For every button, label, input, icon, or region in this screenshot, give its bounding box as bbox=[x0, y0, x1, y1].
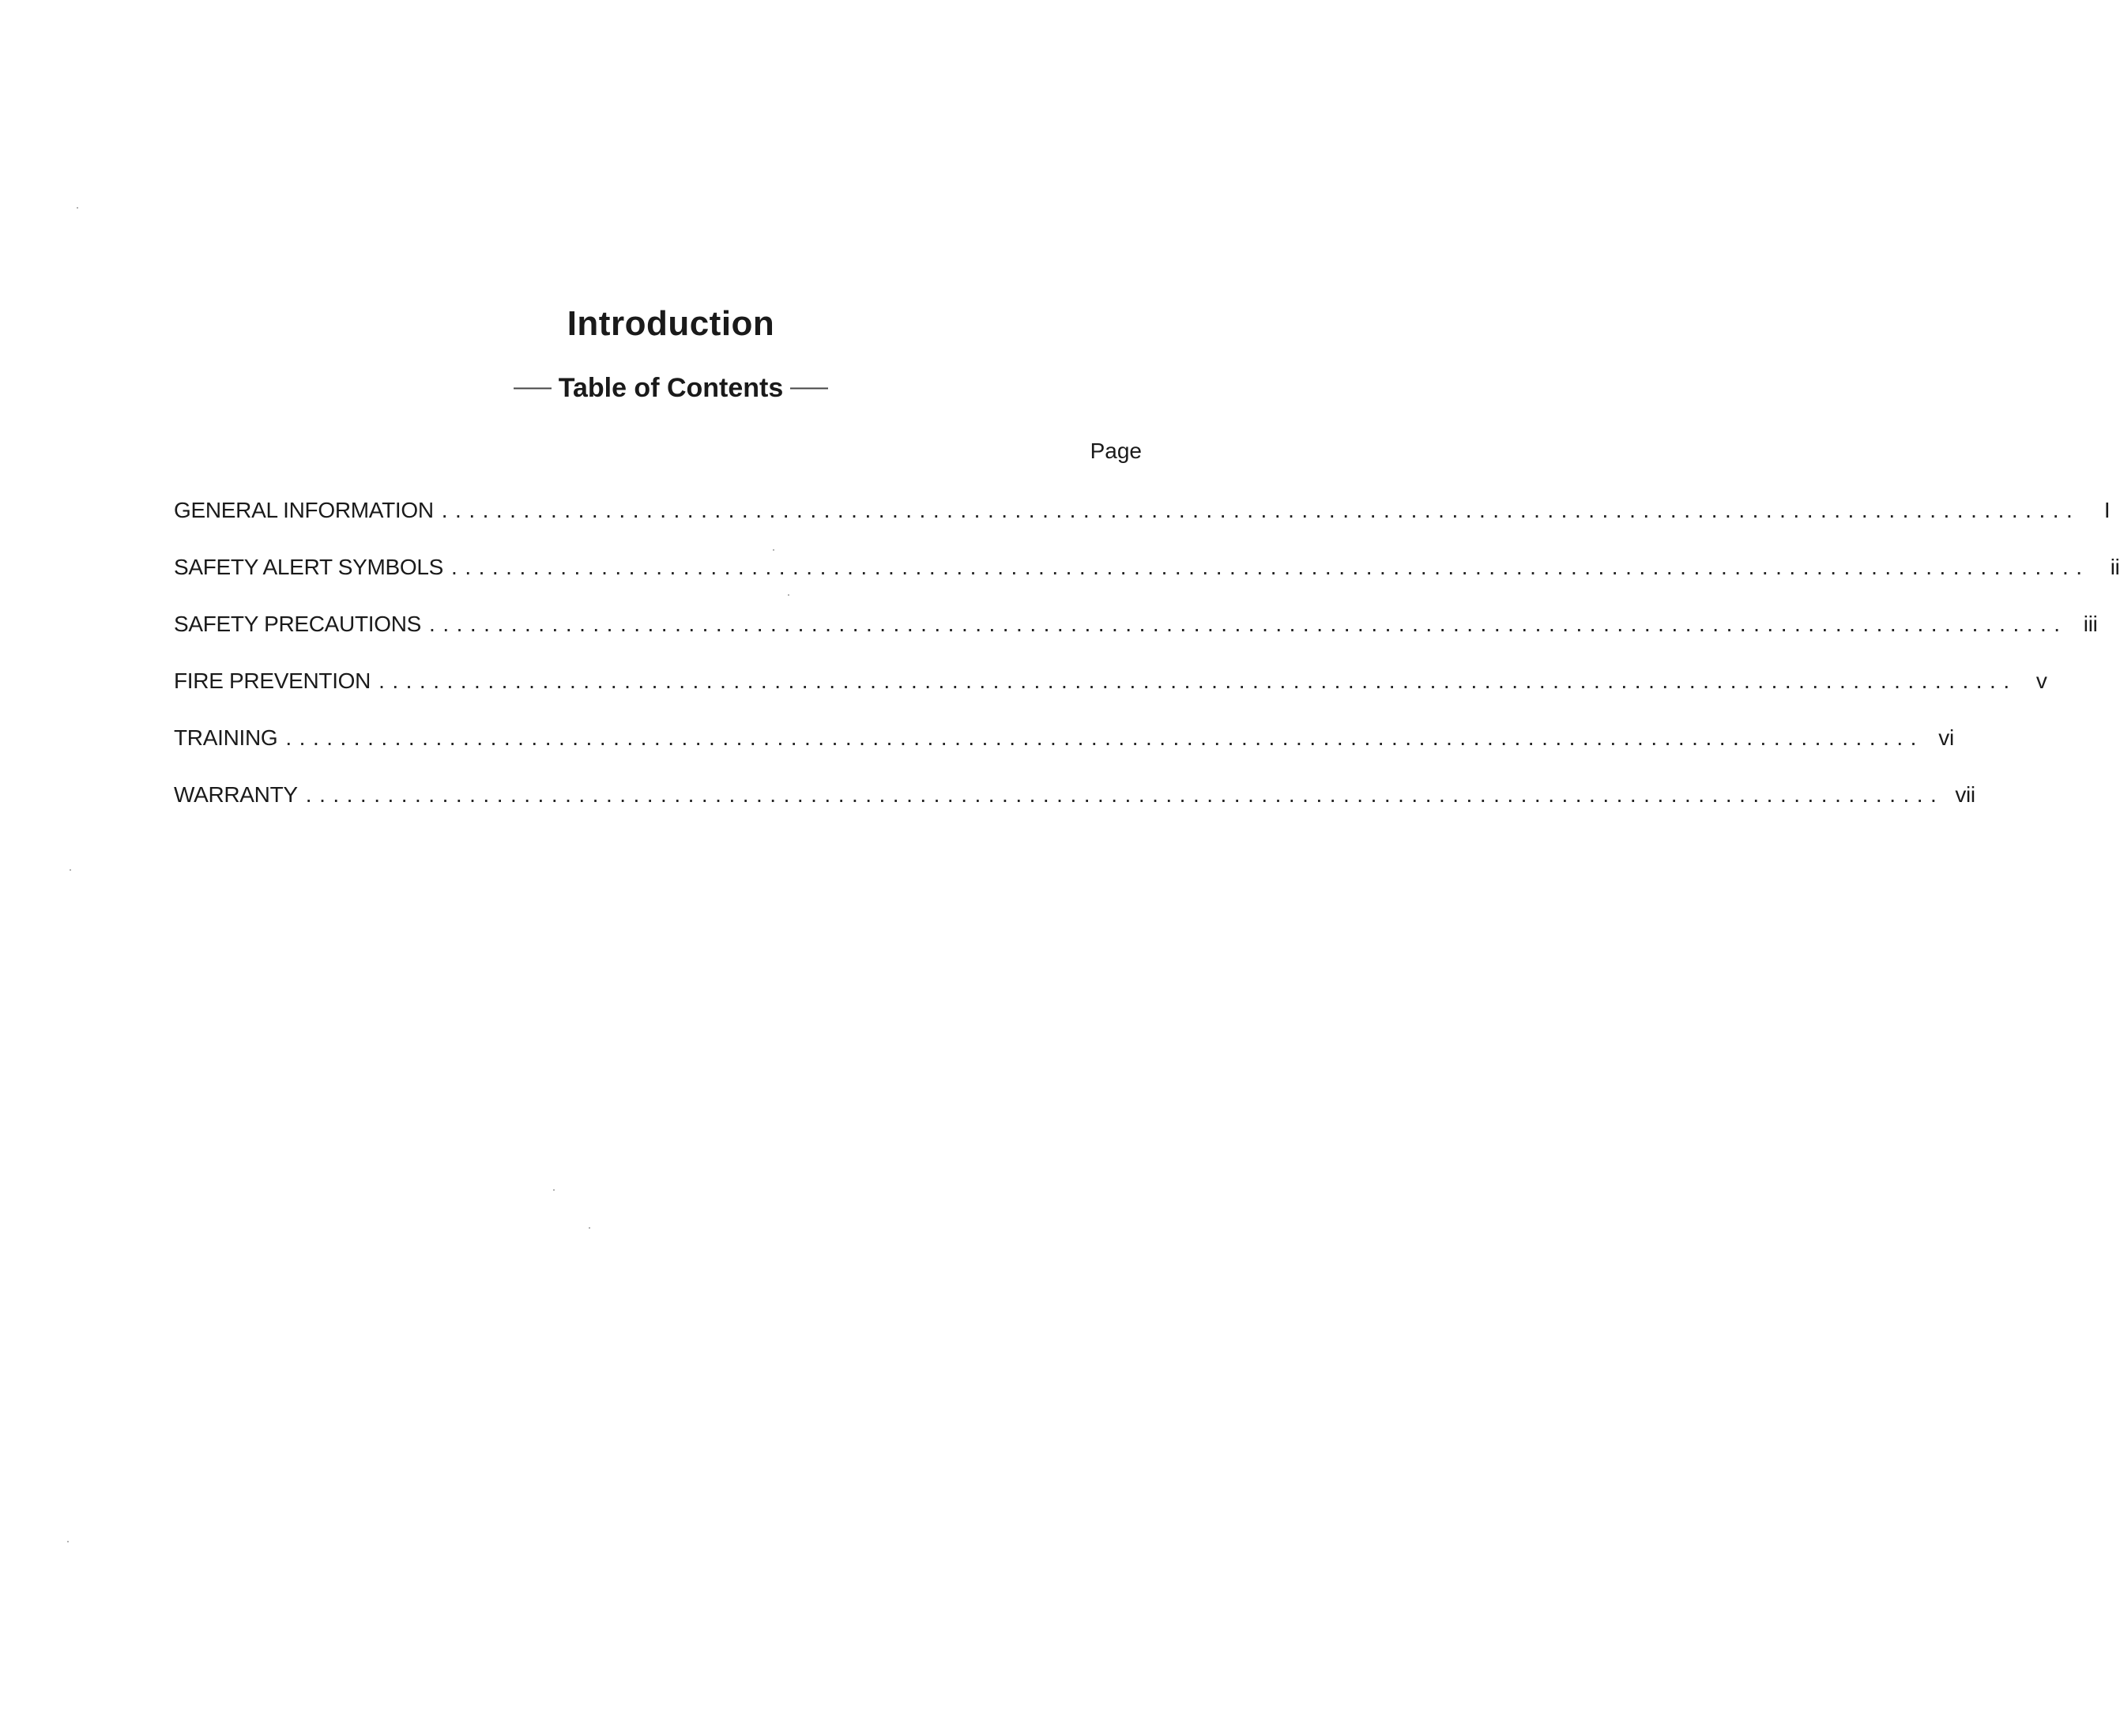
toc-dot-leader: ........................................................................................................................ bbox=[429, 612, 2068, 636]
toc-entry bbox=[174, 719, 1954, 751]
page-column-header: Page bbox=[1090, 439, 1142, 463]
toc-entry bbox=[174, 776, 1975, 808]
scan-speck bbox=[589, 1227, 590, 1229]
scan-speck bbox=[773, 549, 774, 551]
toc-entry bbox=[174, 548, 2120, 580]
toc-entry-label: FIRE PREVENTION bbox=[174, 668, 371, 693]
toc-dot-leader: ........................................................................................................................ bbox=[451, 555, 2090, 579]
scan-speck bbox=[553, 1189, 555, 1191]
decorative-dash-left: — bbox=[513, 374, 552, 400]
toc-entry bbox=[174, 662, 2047, 694]
scan-speck bbox=[77, 207, 78, 209]
toc-entry-page: I bbox=[2103, 498, 2111, 522]
toc-entry bbox=[174, 605, 2098, 637]
toc-entry-page: ii bbox=[2110, 555, 2120, 579]
scan-speck bbox=[70, 869, 71, 871]
toc-entry-label: SAFETY ALERT SYMBOLS bbox=[174, 555, 444, 579]
toc-dot-leader: ........................................................................................................................ bbox=[441, 498, 2080, 522]
toc-heading-text: Table of Contents bbox=[558, 373, 784, 403]
toc-entry-label: TRAINING bbox=[174, 725, 278, 750]
page-title: Introduction bbox=[567, 304, 775, 343]
toc-dot-leader: ........................................................................................................................ bbox=[305, 782, 1945, 807]
decorative-dash-right: — bbox=[790, 374, 829, 400]
toc-entry bbox=[174, 491, 2111, 523]
toc-dot-leader: ........................................................................................................................ bbox=[378, 668, 2017, 693]
toc-entry-page: vi bbox=[1938, 725, 1954, 750]
toc-entry-page: iii bbox=[2083, 612, 2098, 636]
toc-dot-leader: ........................................................................................................................ bbox=[285, 725, 1924, 750]
scan-speck bbox=[67, 1541, 69, 1542]
toc-entry-label: WARRANTY bbox=[174, 782, 298, 807]
scan-speck bbox=[788, 594, 789, 596]
toc-entry-page: vii bbox=[1955, 782, 1975, 807]
toc-entry-page: v bbox=[2035, 668, 2047, 693]
toc-entry-label: SAFETY PRECAUTIONS bbox=[174, 612, 422, 636]
toc-entry-label: GENERAL INFORMATION bbox=[174, 498, 434, 522]
